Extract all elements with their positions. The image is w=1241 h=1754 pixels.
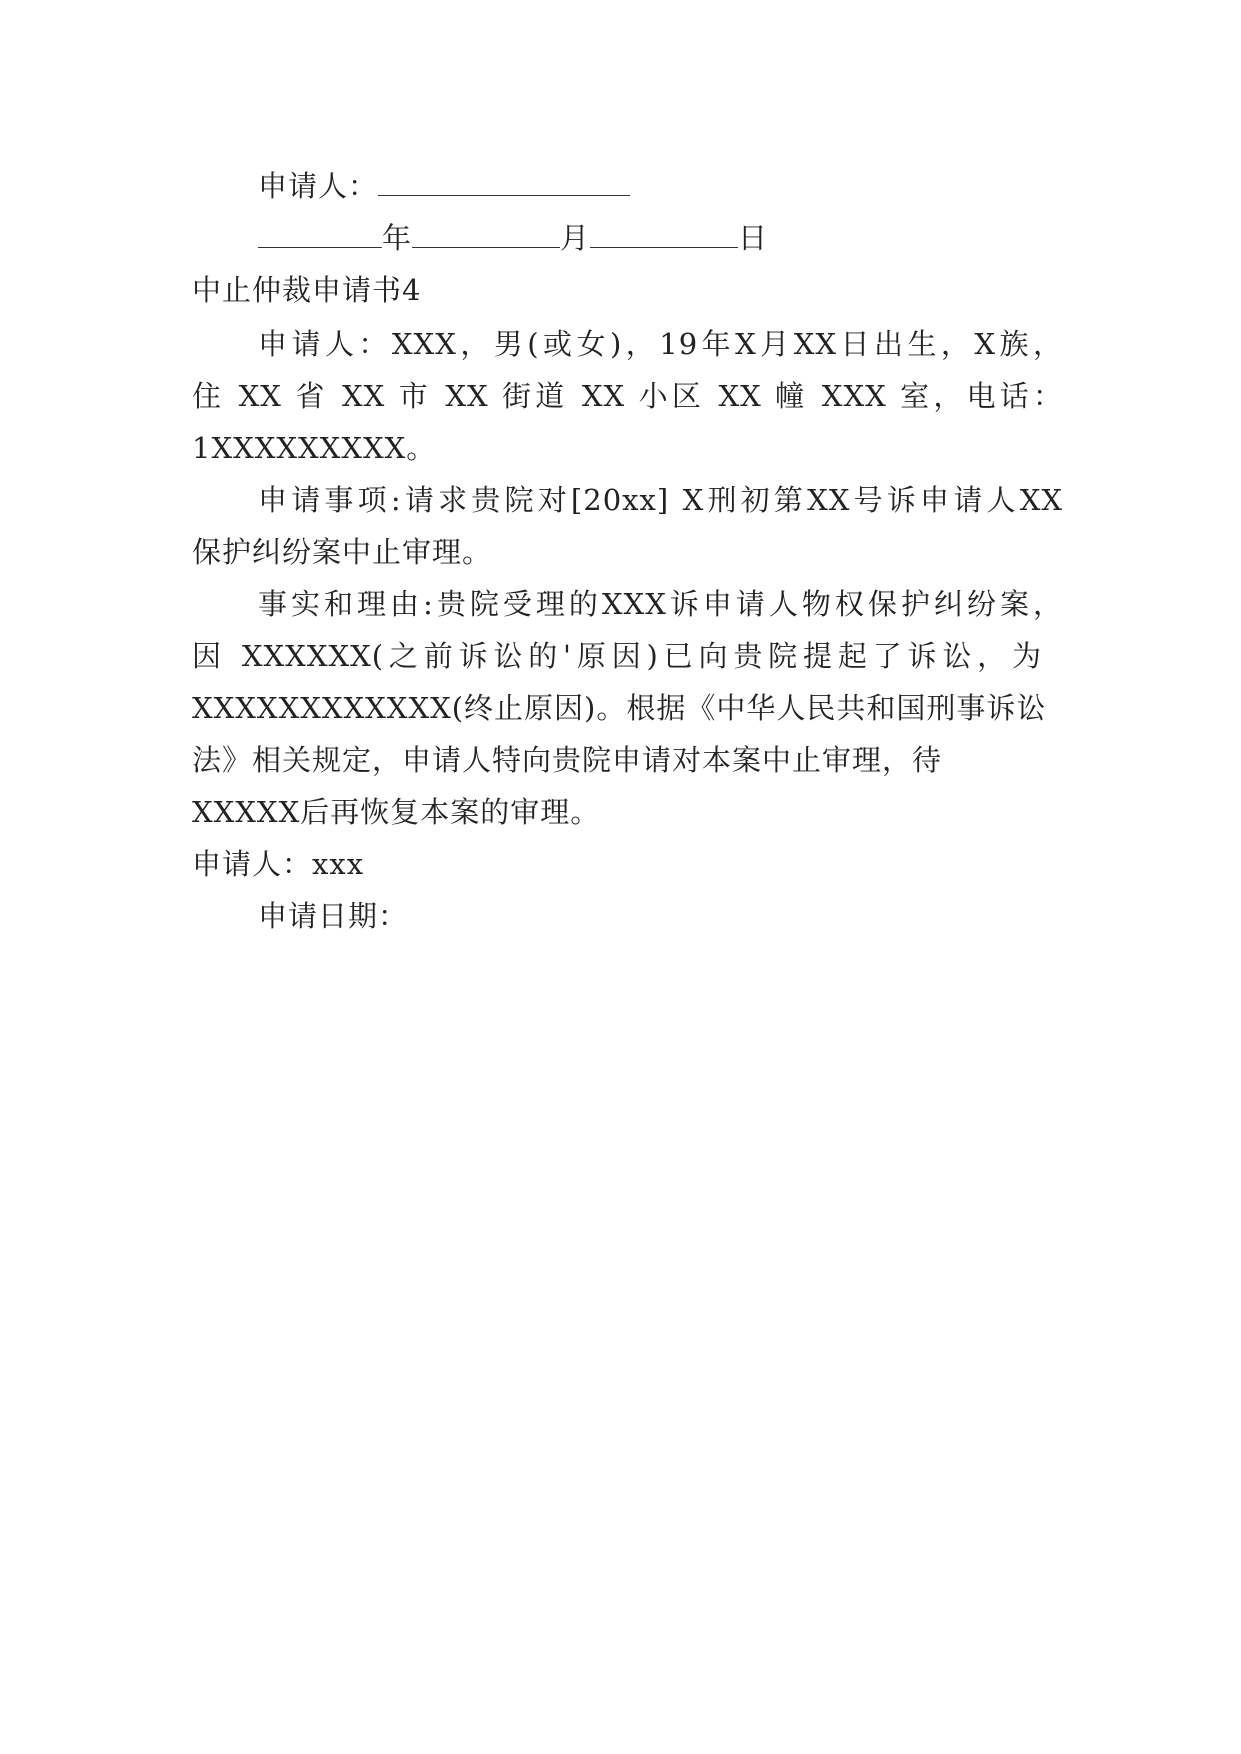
date-line xyxy=(258,218,768,258)
paragraph-2-line-2: 保护纠纷案中止审理。 xyxy=(192,535,493,569)
year-label: 年 xyxy=(382,221,413,255)
day-blank xyxy=(590,225,738,248)
paragraph-3-line-1: 事实和理由:贵院受理的XXX诉申请人物权保护纠纷案， xyxy=(258,587,1063,621)
day-label: 日 xyxy=(738,221,769,255)
year-blank xyxy=(258,225,382,248)
applicant-blank xyxy=(378,173,630,196)
paragraph-3-line-5: XXXXX后再恢复本案的审理。 xyxy=(192,795,601,829)
application-date-label: 申请日期： xyxy=(258,899,409,933)
paragraph-3-line-4: 法》相关规定，申请人特向贵院申请对本案中止审理，待 xyxy=(192,743,943,777)
applicant-signature-line xyxy=(258,166,630,206)
paragraph-3-line-2: 因 XXXXXX(之前诉讼的'原因)已向贵院提起了诉讼，为 xyxy=(192,639,1042,673)
paragraph-2-line-1: 申请事项:请求贵院对[20xx] X刑初第XX号诉申请人XX xyxy=(258,483,1063,517)
signer-line: 申请人：xxx xyxy=(192,847,365,881)
paragraph-1-line-1: 申请人：XXX，男(或女)，19年X月XX日出生，X族， xyxy=(258,327,1063,361)
document-title: 中止仲裁申请书4 xyxy=(192,273,422,307)
month-label: 月 xyxy=(560,221,591,255)
paragraph-1-line-2: 住 XX 省 XX 市 XX 街道 XX 小区 XX 幢 XXX 室，电话： xyxy=(192,379,1063,413)
month-blank xyxy=(412,225,560,248)
paragraph-1-line-3: 1XXXXXXXXX。 xyxy=(192,431,437,465)
applicant-label: 申请人： xyxy=(258,169,379,203)
paragraph-3-line-3: XXXXXXXXXXXX(终止原因)。根据《中华人民共和国刑事诉讼 xyxy=(192,691,1047,725)
